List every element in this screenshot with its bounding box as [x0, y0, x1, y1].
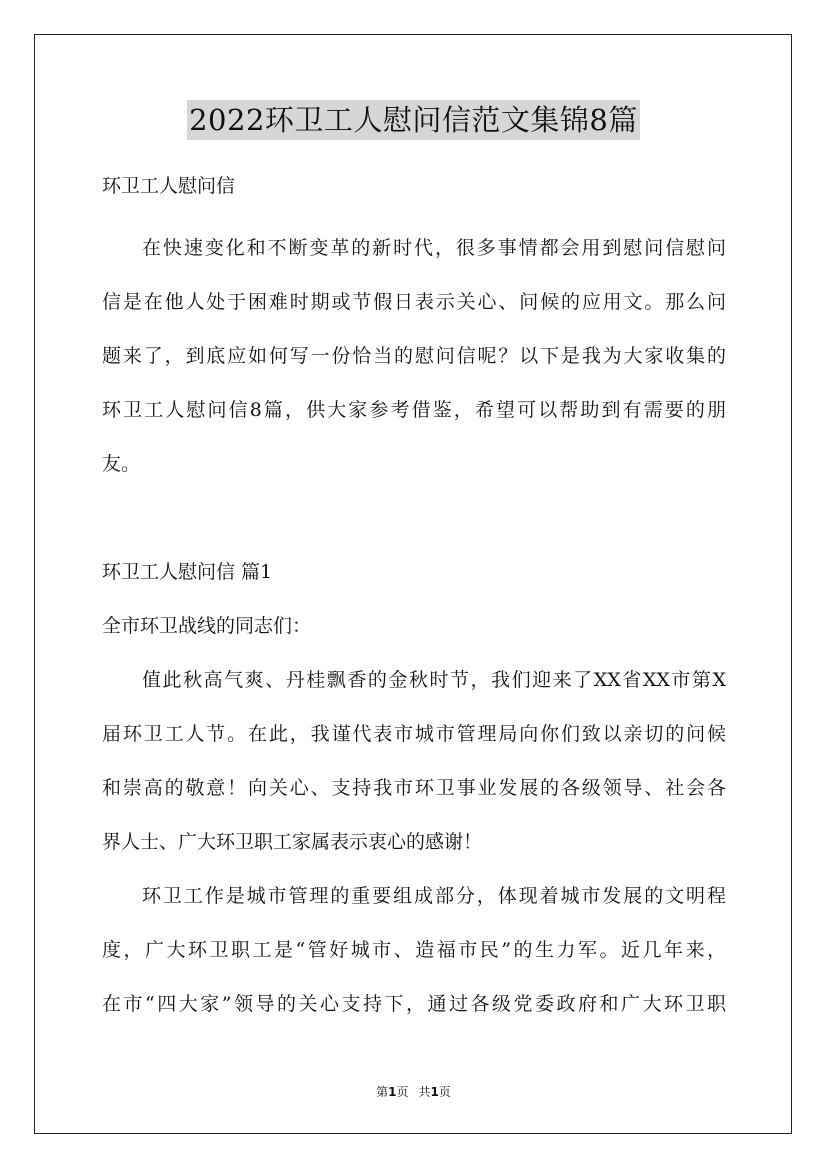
- title-container: [0, 100, 827, 140]
- page-prefix: 第: [376, 1085, 389, 1099]
- paragraph-line: 在快速变化和不断变革的新时代，很多事情都会用到慰问信慰问: [142, 237, 726, 259]
- letter-heading: 环卫工人慰问信 篇1: [102, 561, 273, 583]
- page-footer: [0, 1083, 827, 1100]
- page-current: 1: [388, 1085, 397, 1099]
- paragraph-line: 题来了，到底应如何写一份恰当的慰问信呢？以下是我为大家收集的: [102, 345, 726, 367]
- paragraph-line: 界人士、广大环卫职工家属表示衷心的感谢！: [102, 831, 483, 853]
- paragraph-line: 环卫工作是城市管理的重要组成部分，体现着城市发展的文明程: [142, 885, 726, 907]
- paragraph-line: 友。: [102, 453, 141, 475]
- section-heading: 环卫工人慰问信: [102, 175, 236, 197]
- total-prefix: 共: [418, 1085, 431, 1099]
- paragraph-line: 信是在他人处于困难时期或节假日表示关心、问候的应用文。那么问: [102, 291, 726, 313]
- document-title: 2022环卫工人慰问信范文集锦8篇: [187, 100, 640, 140]
- page-total: 1: [430, 1085, 439, 1099]
- paragraph-line: 和崇高的敬意！向关心、支持我市环卫事业发展的各级领导、社会各: [102, 777, 726, 799]
- paragraph-line: 值此秋高气爽、丹桂飘香的金秋时节，我们迎来了XX省XX市第X: [142, 669, 726, 691]
- salutation: 全市环卫战线的同志们：: [102, 615, 312, 637]
- page-unit: 页: [396, 1085, 409, 1099]
- paragraph-line: 在市“四大家”领导的关心支持下，通过各级党委政府和广大环卫职: [102, 993, 726, 1015]
- total-unit: 页: [438, 1085, 451, 1099]
- paragraph-line: 届环卫工人节。在此，我谨代表市城市管理局向你们致以亲切的问候: [102, 723, 726, 745]
- paragraph-line: 度，广大环卫职工是“管好城市、造福市民”的生力军。近几年来，: [102, 939, 726, 961]
- paragraph-line: 环卫工人慰问信8篇，供大家参考借鉴，希望可以帮助到有需要的朋: [102, 399, 726, 421]
